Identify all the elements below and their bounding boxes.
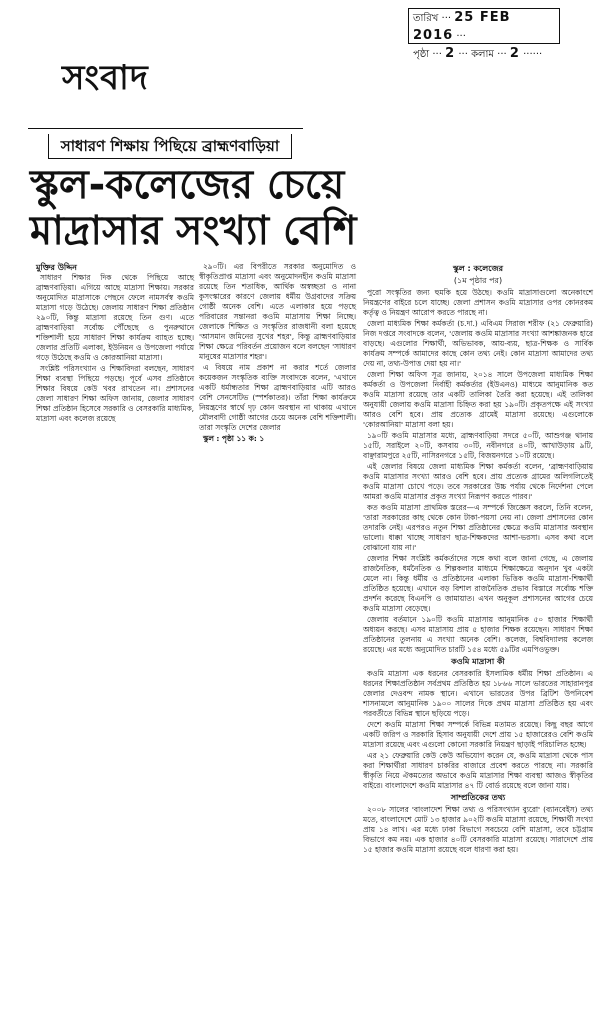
paragraph: পুরো সংস্কৃতির জন্য হুমকি হয়ে উঠছে। কওমি মাদ্রাসাগুলো অনেকাংশে নিয়ন্ত্রণের বাইরে চলে যাচ্ছে। জেলা প্রশাসন কওমি মাদ্রাসার ওপর কোনরকম কর্তৃত্ব ও নিয়ন্ত্রণ আরোপ করতে পারছে না। (363, 288, 593, 317)
stamp-page-value: 2 (445, 46, 456, 61)
paragraph: দেশে কওমি মাদ্রাসা শিক্ষা সম্পর্কে বিভিন্ন মতামত রয়েছে। কিছু বছর আগে একটি জরিপ ও সরকারি হিসাব অনুযায়ী দেশে প্রায় ১৫ হাজারেরও বেশি কওমি মাদ্রাসা রয়েছে এবং এগুলো কোনো সরকারি নিয়ন্ত্রণ ছাড়াই পরিচালিত হচ্ছে। (363, 720, 593, 749)
headline-rule (28, 128, 303, 129)
article-column-2 (199, 262, 356, 445)
paragraph: জেলা মাধ্যমিক শিক্ষা কর্মকর্তা (চ.দা.) এবিএম সিরাজ শরীফ (২১ ফেব্রুয়ারি) নিজ দপ্তরে সংবাদকে বলেন, 'জেলায় কওমি মাদ্রাসার সংখ্যা আশঙ্কাজনক হারে বাড়ছে। এগুলোর শিক্ষার্থী, অভিভাবক, আয়-ব্যয়, ছাত্র-শিক্ষক ও সার্বিক কার্যক্রম সম্পর্কে আমাদের কাছে কোন তথ্য নেই। কোন মাদ্রাসা আমাদের তথ্য দেয় না, তথ্য-উপাত্ত দেয়া হয় না।' (363, 319, 593, 368)
paragraph: কত কওমি মাদ্রাসা প্রাথমিক স্তরের—এ সম্পর্কে জিজ্ঞেস করলে, তিনি বলেন, 'তারা সরকারের কাছ থেকে কোন টাকা-পয়সা নেয় না। জেলা প্রশাসনের কোন তদারকি নেই। এরপরও নতুন শিক্ষা প্রতিষ্ঠানের ক্ষেত্রে কওমি মাদ্রাসার অবস্থান ভালো। ধাক্কা খাচ্ছে সাধারণ ছাত্র-শিক্ষকদের আশা-ভরসা। এসব কথা বলে বোঝানো যায় না।' (363, 503, 593, 552)
paragraph: ২৯০টি। এর বিপরীতে সরকার অনুমোদিত ও স্বীকৃতিপ্রাপ্ত মাদ্রাসা এবং অনুমোদনহীন কওমি মাদ্রাসা রয়েছে তিন শতাধিক, আর্থিক অস্বচ্ছতা ও নানা কুসংস্কারের কারণে জেলায় ধর্মীয় উগ্রবাদের সক্রিয় গোষ্ঠী অনেক বেশি। এতে এলাকার হয়ে পড়ছে পরিবারের সন্তানরা কওমি মাদ্রাসায় শিক্ষা নিচ্ছে। জেলাকে শিক্ষিত ও সংস্কৃতির রাজধানী বলা হয়েছে 'আসমান জমিনের সুখের শহর', কিন্তু ব্রাহ্মণবাড়িয়ার শিক্ষা ক্ষেত্রে পরিবর্তন প্রয়োজন বলে বলছেন 'সাধারণ মানুষের মাদ্রাসার শহর'। (199, 262, 356, 361)
paragraph: এর ২১ ফেব্রুয়ারি কেউ কেউ অভিযোগ করেন যে, কওমি মাদ্রাসা থেকে পাস করা শিক্ষার্থীরা সাধারণ চাকরির বাজারে প্রবেশ করতে পারছে না। সরকারি স্বীকৃতি নিয়ে ঐকমত্যের অভাবে কওমি মাদ্রাসার শিক্ষা ব্যবস্থা আজও স্বীকৃতির বাইরে। বাংলাদেশে কওমি মাদ্রাসার ৪৭ টি বোর্ড রয়েছে বলে জানা যায়। (363, 751, 593, 790)
paragraph: এ বিষয়ে নাম প্রকাশ না করার শর্তে জেলার কয়েকজন সংস্কৃতিক ব্যক্তি সংবাদকে বলেন, 'এখানে একটি ধর্মান্ধতার শিক্ষা ব্রাহ্মণবাড়িয়ার এটি আরও বেশি সেনসেটিভ (স্পর্শকাতর)। তাঁরা শিক্ষা কার্যক্রমে নিয়ন্ত্রণের স্বার্থে দৃঢ় কোন অবস্থান না থাকায় এখানে মৌলবাদী গোষ্ঠী আগের চেয়ে অনেক বেশি শক্তিশালী। তারা সংস্কৃতি দেশের জেলার (199, 363, 356, 432)
continuation-column (363, 262, 593, 856)
article-column-1 (36, 273, 194, 425)
paragraph: সাধারণ শিক্ষার দিক থেকে পিছিয়ে আছে ব্রাহ্মণবাড়িয়া। এগিয়ে আছে মাদ্রাসা শিক্ষায়। সরকার অনুমোদিত মাদ্রাসাকে পেছনে ফেলে নামসর্বস্ব কওমি মাদ্রাসা গড়ে উঠেছে। জেলায় সাধারণ শিক্ষা প্রতিষ্ঠান ২৯০টি, কিন্তু মাদ্রাসা রয়েছে তিন গুণ। এতে ব্রাহ্মণবাড়িয়া সর্বোচ্চ পৌঁছেছে ও পুনরুত্থানে শক্তিশালী হয়ে সাধারণ শিক্ষা কার্যক্রম ব্যাহত হচ্ছে। জেলার প্রতিটি এলাকা, ইউনিয়ন ও উপজেলা পর্যায়ে গড়ে উঠেছে কওমি ও কোরআনিয়া মাদ্রাসা। (36, 273, 194, 362)
stamp-page-row: পৃষ্ঠা ··· 2 ··· কলাম ··· 2 ······ (413, 46, 543, 61)
paragraph: জেলার শিক্ষা সংশ্লিষ্ট কর্মকর্তাদের সঙ্গে কথা বলে জানা গেছে, এ জেলায় রাজনৈতিক, ধর্মনৈতিক ও শিল্পকলার মাধ্যমে শিক্ষাক্ষেত্রে অনুদান খুব একটা মেলে না। কিন্তু ধর্মীয় ও প্রতিষ্ঠানের এলাকা ভিত্তিক কওমি মাদ্রাসা-শিক্ষার্থী প্রতিষ্ঠিত হয়েছে। এখানে বড় বিশাল রাজনৈতিক প্রভাব বিস্তারে সর্বোচ্চ শক্তি প্রদর্শন করেছে বিএনপি ও জামায়াত। এখন অনুকূল প্রশাসনের আগের চেয়ে কওমি মাদ্রাসা বেড়েছে। (363, 554, 593, 613)
headline-line-1: স্কুল-কলেজের চেয়ে (30, 162, 345, 208)
stamp-date-row: তারিখ ··· 25 FEB 2016 ··· (413, 10, 511, 43)
paragraph: জেলা শিক্ষা অফিস সূত্র জানায়, ২০১৪ সালে উপজেলা মাধ্যমিক শিক্ষা কর্মকর্তা ও উপজেলা নির্বাহী কর্মকর্তার (ইউএনও) মাধ্যমে আনুমানিক কত কওমি মাদ্রাসা রয়েছে তার একটি তালিকা তৈরি করা হয়েছে। এই তালিকা অনুযায়ী জেলায় কওমি মাদ্রাসা চিহ্নিত করা হয় ১৯০টি। প্রকৃতপক্ষে এই সংখ্যা আরও বেশি হবে। প্রায় প্রত্যেক গ্রামেই মাদ্রাসা রয়েছে। এগুলোকে 'কোরআনিয়া' মাদ্রাসা বলা হয়। (363, 370, 593, 429)
paragraph: এই জেলার বিষয়ে জেলা মাধ্যমিক শিক্ষা কর্মকর্তা বলেন, 'ব্রাহ্মণবাড়িয়ায় কওমি মাদ্রাসার সংখ্যা আরও বেশি হবে। প্রায় প্রত্যেক গ্রামের অলিগলিতেই কওমি মাদ্রাসা চোখে পড়ে। তবে সরকারের উচ্চ পর্যায় থেকে নির্দেশনা পেলে আমরা কওমি মাদ্রাসার প্রকৃত সংখ্যা নিরূপণ করতে পারব।' (363, 462, 593, 501)
byline: মুক্তির উদ্দিন (36, 263, 77, 272)
stamp-column-label: কলাম (471, 49, 494, 60)
subhead-qawmi: কওমি মাদ্রাসা কী (451, 657, 505, 666)
stamp-column-value: 2 (509, 46, 520, 61)
continuation-heading: স্কুল : কলেজের (452, 264, 504, 273)
subhead-recent: সাম্প্রতিকের তথ্য (450, 793, 506, 802)
paragraph: জেলায় বর্তমানে ১৯০টি কওমি মাদ্রাসায় আনুমানিক ৫০ হাজার শিক্ষার্থী অধ্যয়ন করছে। এসব মাদ্রাসায় প্রায় ৫ হাজার শিক্ষক রয়েছেন। সাধারণ শিক্ষা প্রতিষ্ঠানের তুলনায় এ সংখ্যা অনেক বেশি। কলেজ, বিশ্ববিদ্যালয় কলেজ রয়েছে। এর মধ্যে অনুমোদিত চারটি ১৫৪ মধ্যে ৫৯টির এমপিওভুক্ত। (363, 615, 593, 654)
kicker-headline: সাধারণ শিক্ষায় পিছিয়ে ব্রাহ্মণবাড়িয়া (48, 134, 292, 159)
paragraph: সংশ্লিষ্ট পরিসংখ্যান ও শিক্ষাবিদরা বলছেন, সাধারণ শিক্ষা ব্যবস্থা পিছিয়ে পড়ছে। পূর্বে এসব প্রতিষ্ঠানে শিক্ষার বিষয়ে কেউ খবর রাখতেন না। প্রশাসনের জেলা সাধারণ শিক্ষা অফিস জানায়, জেলার সাধারণ শিক্ষা প্রতিষ্ঠান হিসেবে সরকারি ও বেসরকারি মাধ্যমিক, মাদ্রাসা এবং কলেজ রয়েছে (36, 364, 194, 423)
jump-line: স্কুল : পৃষ্ঠা ১১ ক: ১ (203, 434, 265, 443)
date-stamp (408, 8, 560, 61)
paragraph: ১৯০টি কওমি মাদ্রাসার মধ্যে, ব্রাহ্মণবাড়িয়া সদরে ৫০টি, আশুগঞ্জ থানায় ১৫টি, সরাইলে ২০টি, কসবায় ৩০টি, নবীনগরে ৪০টি, আখাউড়ায় ৯টি, বাঞ্ছারামপুরে ২৫টি, নাসিরনগরে ১৫টি, বিজয়নগরে ১০টি রয়েছে। (363, 431, 593, 460)
paragraph: কওমি মাদ্রাসা এক ধরনের বেসরকারি ইসলামিক ধর্মীয় শিক্ষা প্রতিষ্ঠান। এ ধরনের শিক্ষাপ্রতিষ্ঠান সর্বপ্রথম প্রতিষ্ঠিত হয় ১৮৬৬ সালে ভারতের সাহারানপুর জেলার দেওবন্দ নামক স্থানে। এখানে ভারতের উপর ব্রিটিশ উপনিবেশ শাসনামলে আনুমানিক ১৯০০ সালের দিকে প্রথম মাদ্রাসা প্রতিষ্ঠিত হয় এবং পরবর্তীতে বিভিন্ন স্থানে ছড়িয়ে পড়ে। (363, 669, 593, 718)
headline-line-2: মাদ্রাসার সংখ্যা বেশি (30, 208, 357, 254)
continuation-from-page: (১ম পৃষ্ঠার পর) (453, 276, 503, 285)
stamp-date-value: 25 FEB 2016 (413, 10, 511, 43)
newspaper-masthead: সংবাদ (62, 58, 149, 98)
stamp-page-label: পৃষ্ঠা (413, 49, 430, 60)
paragraph: ২০০৮ সালের 'বাংলাদেশ শিক্ষা তথ্য ও পরিসংখ্যান ব্যুরো' (ব্যানবেইস) তথ্য মতে, বাংলাদেশে মোট ১৩ হাজার ৯০২টি কওমি মাদ্রাসা রয়েছে, শিক্ষার্থী সংখ্যা প্রায় ১৪ লাখ। এর মধ্যে ঢাকা বিভাগে সবচেয়ে বেশি মাদ্রাসা, তবে চট্টগ্রাম বিভাগে কম নয়। এক হাজার ৪০টি বেসরকারি মাদ্রাসা রয়েছে। সারাদেশে প্রায় ১৫ হাজার কওমি মাদ্রাসা রয়েছে বলে ধারণা করা হয়। (363, 805, 593, 854)
stamp-date-label: তারিখ (413, 13, 439, 24)
